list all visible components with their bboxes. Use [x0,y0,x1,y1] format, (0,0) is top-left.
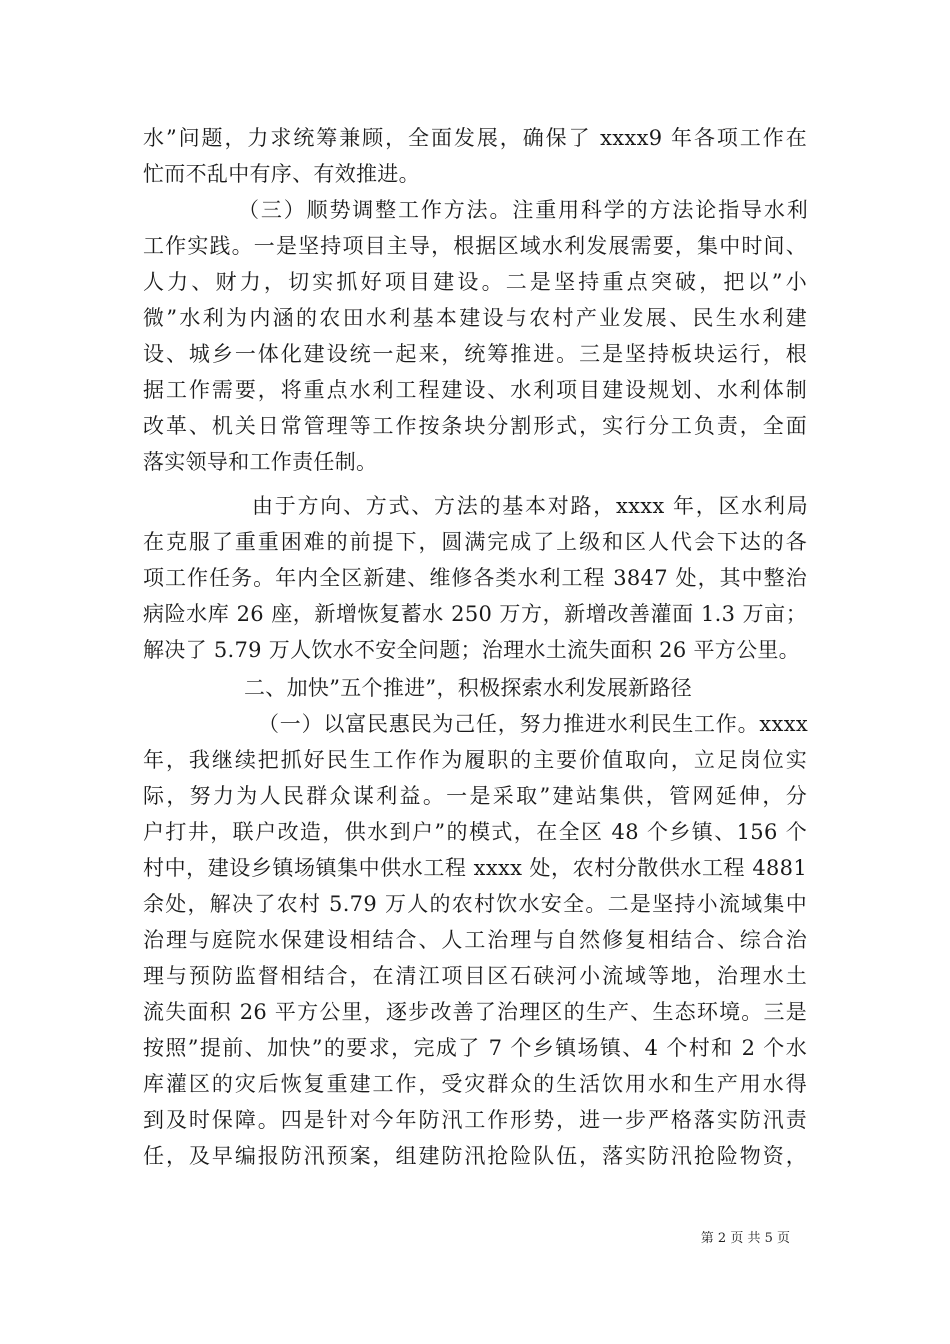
text-line: 项工作任务。年内全区新建、维修各类水利工程 3847 处，其中整治 [143,566,807,590]
text-line: （三）顺势调整工作方法。注重用科学的方法论指导水利 [238,198,808,222]
text-line: 户打井，联户改造，供水到户”的模式，在全区 48 个乡镇、156 个 [143,820,807,844]
text-line: 村中，建设乡镇场镇集中供水工程 xxxx 处，农村分散供水工程 4881 [143,856,807,880]
text-line: 人力、财力，切实抓好项目建设。二是坚持重点突破，把以”小 [143,270,807,294]
page-number-footer: 第 2 页 共 5 页 [700,1231,790,1246]
text-line: 落实领导和工作责任制。 [143,450,378,474]
text-line: 微”水利为内涵的农田水利基本建设与农村产业发展、民生水利建 [143,306,807,330]
text-line: 病险水库 26 座，新增恢复蓄水 250 万方，新增改善灌面 1.3 万亩； [143,602,807,626]
text-line: 际，努力为人民群众谋利益。一是采取”建站集供，管网延伸，分 [143,784,807,808]
text-line: 按照”提前、加快”的要求，完成了 7 个乡镇场镇、4 个村和 2 个水 [143,1036,807,1060]
text-line: 在克服了重重困难的前提下，圆满完成了上级和区人代会下达的各 [143,530,807,554]
text-line: 工作实践。一是坚持项目主导，根据区域水利发展需要，集中时间、 [143,234,807,258]
text-line: 治理与庭院水保建设相结合、人工治理与自然修复相结合、综合治 [143,928,807,952]
text-line: 库灌区的灾后恢复重建工作，受灾群众的生活饮用水和生产用水得 [143,1072,807,1096]
text-line: 改革、机关日常管理等工作按条块分割形式，实行分工负责，全面 [143,414,807,438]
text-line: （一）以富民惠民为己任，努力推进水利民生工作。xxxx [258,712,808,736]
text-line: 年，我继续把抓好民生工作作为履职的主要价值取向，立足岗位实 [143,748,807,772]
section-heading: 二、加快”五个推进”，积极探索水利发展新路径 [244,676,693,700]
text-line: 到及时保障。四是针对今年防汛工作形势，进一步严格落实防汛责 [143,1108,807,1132]
text-line: 忙而不乱中有序、有效推进。 [143,162,420,186]
text-line: 流失面积 26 平方公里，逐步改善了治理区的生产、生态环境。三是 [143,1000,807,1024]
text-line: 设、城乡一体化建设统一起来，统筹推进。三是坚持板块运行，根 [143,342,807,366]
text-line: 解决了 5.79 万人饮水不安全问题；治理水土流失面积 26 平方公里。 [143,638,800,662]
text-line: 据工作需要，将重点水利工程建设、水利项目建设规划、水利体制 [143,378,807,402]
text-line: 余处，解决了农村 5.79 万人的农村饮水安全。二是坚持小流域集中 [143,892,807,916]
text-line: 水”问题，力求统筹兼顾，全面发展，确保了 xxxx9 年各项工作在 [143,126,807,150]
text-line: 理与预防监督相结合，在清江项目区石硖河小流域等地，治理水土 [143,964,807,988]
text-line: 由于方向、方式、方法的基本对路，xxxx 年，区水利局 [252,494,808,518]
text-line: 任，及早编报防汛预案，组建防汛抢险队伍，落实防汛抢险物资， [143,1144,807,1168]
